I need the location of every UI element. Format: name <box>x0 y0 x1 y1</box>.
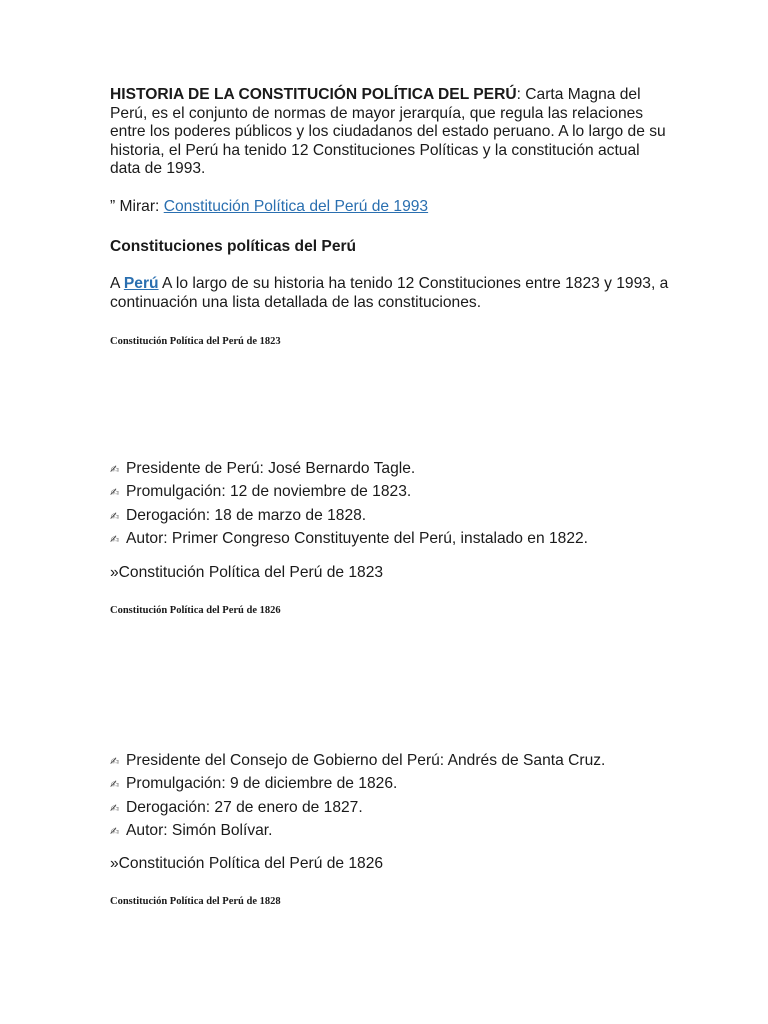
lead-paragraph <box>110 275 670 312</box>
details-list-1823 <box>110 458 588 552</box>
list-item: ✍ Presidente de Perú: José Bernardo Tagle. <box>110 458 588 481</box>
list-item: ✍ Autor: Simón Bolívar. <box>110 820 605 843</box>
section-heading: Constituciones políticas del Perú <box>110 238 357 255</box>
list-item: ✍ Presidente del Consejo de Gobierno del Perú: Andrés de Santa Cruz. <box>110 750 605 773</box>
writing-hand-icon: ✍ <box>110 779 120 792</box>
list-item: ✍ Autor: Primer Congreso Constituyente del Perú, instalado en 1822. <box>110 528 588 551</box>
lead-prefix: A <box>110 275 124 292</box>
subheading-1823: Constitución Política del Perú de 1823 <box>110 336 281 347</box>
list-item: ✍ Derogación: 18 de marzo de 1828. <box>110 505 588 528</box>
ref-1826: »Constitución Política del Perú de 1826 <box>110 855 384 872</box>
ref-1823: »Constitución Política del Perú de 1823 <box>110 564 384 581</box>
lead-text: A lo largo de su historia ha tenido 12 Constituciones entre 1823 y 1993, a continuación una lista detallada de las constituciones. <box>110 275 669 311</box>
list-item: ✍ Derogación: 27 de enero de 1827. <box>110 797 605 820</box>
writing-hand-icon: ✍ <box>110 487 120 500</box>
subheading-1826: Constitución Política del Perú de 1826 <box>110 605 281 616</box>
mirar-line <box>110 198 428 217</box>
mirar-prefix: ” Mirar: <box>110 198 164 215</box>
intro-title: HISTORIA DE LA CONSTITUCIÓN POLÍTICA DEL PERÚ <box>110 86 517 103</box>
list-item: ✍ Promulgación: 9 de diciembre de 1826. <box>110 773 605 796</box>
peru-link[interactable]: Perú <box>123 275 159 292</box>
writing-hand-icon: ✍ <box>110 534 120 547</box>
constitution-1993-link[interactable]: Constitución Política del Perú de 1993 <box>163 198 429 215</box>
details-list-1826 <box>110 750 605 844</box>
writing-hand-icon: ✍ <box>110 826 120 839</box>
subheading-1828: Constitución Política del Perú de 1828 <box>110 896 281 907</box>
intro-paragraph <box>110 86 670 179</box>
writing-hand-icon: ✍ <box>110 464 120 476</box>
intro-text: : Carta Magna del Perú, es el conjunto de normas de mayor jerarquía, que regula las relaciones entre los poderes públicos y los ciudadanos del estado peruano. A lo largo de su historia, el Perú ha tenido 12 Constituciones Políticas y la constitución actual data de 1993. <box>110 86 666 178</box>
list-item: ✍ Promulgación: 12 de noviembre de 1823. <box>110 481 588 504</box>
writing-hand-icon: ✍ <box>110 510 120 523</box>
writing-hand-icon: ✍ <box>110 802 120 815</box>
writing-hand-icon: ✍ <box>110 756 120 768</box>
